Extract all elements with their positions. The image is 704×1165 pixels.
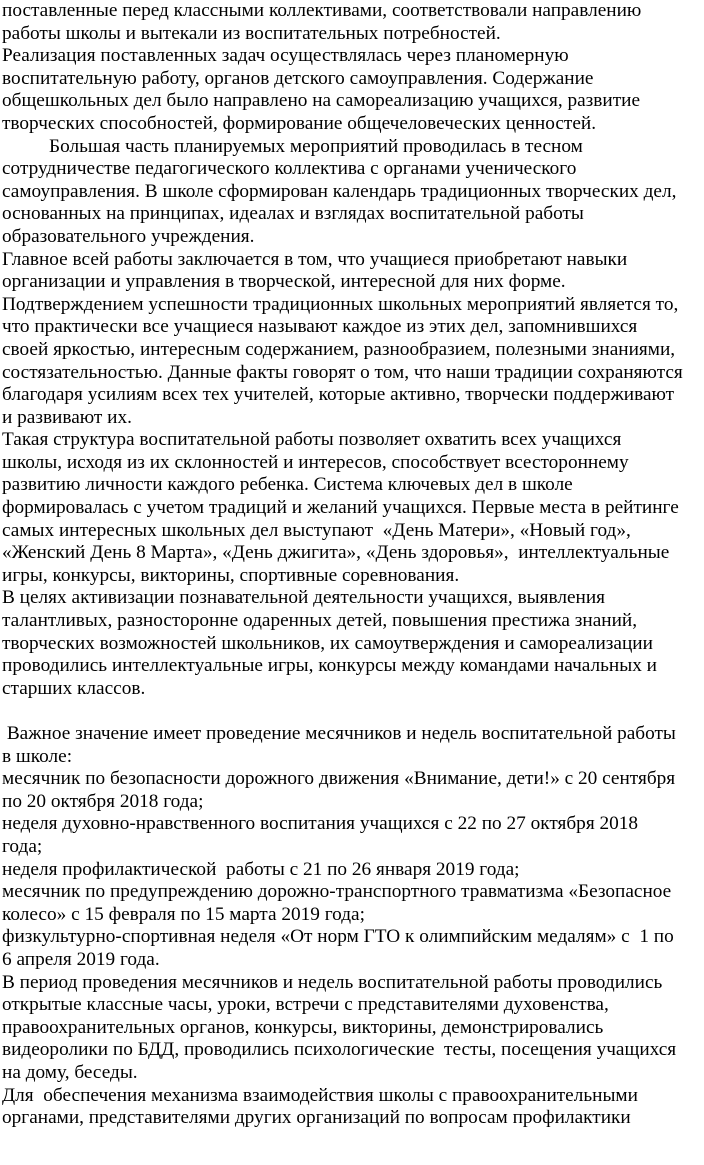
text-line: своей яркостью, интересным содержанием, разнообразием, полезными знаниями, [2, 338, 676, 360]
text-line: В период проведения месячников и недель воспитательной работы проводились [2, 971, 663, 993]
text-line: развитию личности каждого ребенка. Система ключевых дел в школе [2, 474, 573, 496]
paragraph [2, 972, 702, 1085]
text-line: образовательного учреждения. [2, 225, 255, 247]
text-line: школы, исходя из их склонностей и интересов, способствует всестороннему [2, 451, 629, 473]
paragraph [2, 249, 702, 294]
document-body [2, 0, 702, 1130]
text-line: Такая структура воспитательной работы позволяет охватить всех учащихся [2, 429, 622, 451]
paragraph [2, 0, 702, 45]
text-line: «Женский День 8 Марта», «День джигита», «День здоровья», интеллектуальные [2, 542, 670, 564]
text-line: месячник по безопасности дорожного движения «Внимание, дети!» с 20 сентября [2, 768, 676, 790]
text-line: Большая часть планируемых мероприятий проводилась в тесном [49, 135, 583, 157]
paragraph [2, 45, 702, 135]
text-line: формировалась с учетом традиций и желаний учащихся. Первые места в рейтинге [2, 497, 679, 519]
text-line: работы школы и вытекали из воспитательных потребностей. [2, 22, 501, 44]
text-line: поставленные перед классными коллективами, соответствовали направлению [2, 0, 642, 21]
text-line: игры, конкурсы, викторины, спортивные соревнования. [2, 564, 460, 586]
text-line: органами, представителями других организаций по вопросам профилактики [2, 1107, 631, 1129]
paragraph [2, 768, 702, 813]
text-line: Подтверждением успешности традиционных школьных мероприятий является то, [2, 293, 679, 315]
text-line: что практически все учащиеся называют каждое из этих дел, запомнившихся [2, 316, 638, 338]
text-line: Главное всей работы заключается в том, что учащиеся приобретают навыки [2, 248, 628, 270]
text-line: открытые классные часы, уроки, встречи с представителями духовенства, [2, 994, 609, 1016]
text-line: на дому, беседы. [2, 1061, 138, 1083]
text-line: и развивают их. [2, 406, 132, 428]
text-line: творческих возможностей школьников, их самоутверждения и самореализации [2, 632, 653, 654]
paragraph [2, 859, 702, 882]
text-line: сотрудничестве педагогического коллектива с органами ученического [2, 158, 577, 180]
text-line [2, 700, 702, 723]
text-line: в школе: [2, 745, 73, 767]
text-line: месячник по предупреждению дорожно-транспортного травматизма «Безопасное [2, 881, 672, 903]
text-line: неделя профилактической работы с 21 по 26 января 2019 года; [2, 858, 520, 880]
paragraph [2, 926, 702, 971]
text-line: В целях активизации познавательной деятельности учащихся, выявления [2, 587, 606, 609]
text-line: Для обеспечения механизма взаимодействия школы с правоохранительными [2, 1084, 638, 1106]
text-line: видеоролики по БДД, проводились психологические тесты, посещения учащихся [2, 1039, 677, 1061]
text-line: творческих способностей, формирование общечеловеческих ценностей. [2, 112, 597, 134]
text-line: старших классов. [2, 677, 146, 699]
text-line: состязательностью. Данные факты говорят о том, что наши традиции сохраняются [2, 361, 683, 383]
text-line: самых интересных школьных дел выступают «День Матери», «Новый год», [2, 519, 631, 541]
paragraph [2, 723, 702, 768]
text-line: Важное значение имеет проведение месячников и недель воспитательной работы [2, 723, 676, 744]
text-line: правоохранительных органов, конкурсы, викторины, демонстрировались [2, 1016, 604, 1038]
text-line: общешкольных дел было направлено на самореализацию учащихся, развитие [2, 90, 641, 112]
blank-line [2, 700, 702, 723]
paragraph [2, 1085, 702, 1130]
text-line: талантливых, разносторонне одаренных детей, повышения престижа знаний, [2, 610, 638, 632]
text-line: 6 апреля 2019 года. [2, 948, 160, 970]
paragraph [2, 587, 702, 700]
text-line: года; [2, 835, 43, 857]
text-line: воспитательную работу, органов детского самоуправления. Содержание [2, 67, 594, 89]
paragraph [2, 136, 702, 249]
paragraph [2, 429, 702, 587]
text-line: Реализация поставленных задач осуществлялась через планомерную [2, 45, 569, 67]
text-line: основанных на принципах, идеалах и взглядах воспитательной работы [2, 203, 584, 225]
paragraph [2, 294, 702, 430]
paragraph [2, 881, 702, 926]
text-line: организации и управления в творческой, интересной для них форме. [2, 271, 566, 293]
text-line: неделя духовно-нравственного воспитания учащихся с 22 по 27 октября 2018 [2, 813, 639, 835]
text-line: самоуправления. В школе сформирован календарь традиционных творческих дел, [2, 180, 677, 202]
text-line: по 20 октября 2018 года; [2, 790, 204, 812]
text-line: колесо» с 15 февраля по 15 марта 2019 года; [2, 903, 365, 925]
text-line: физкультурно-спортивная неделя «От норм ГТО к олимпийским медалям» с 1 по [2, 926, 674, 948]
paragraph [2, 813, 702, 858]
text-line: благодаря усилиям всех тех учителей, которые активно, творчески поддерживают [2, 384, 675, 406]
text-line: проводились интеллектуальные игры, конкурсы между командами начальных и [2, 655, 657, 677]
